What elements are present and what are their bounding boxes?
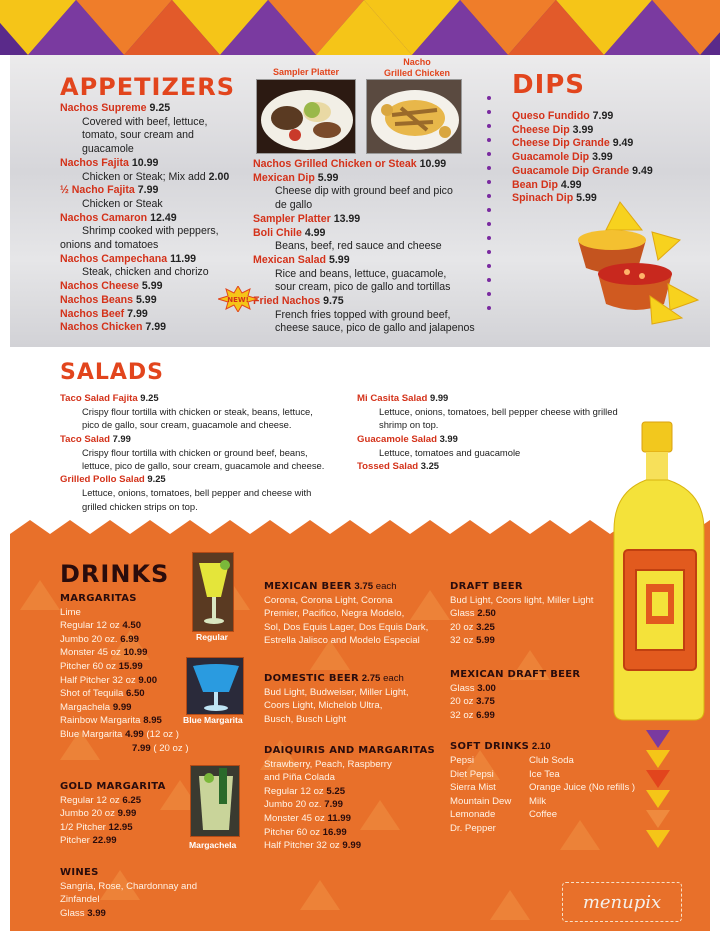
item-price: 12.49	[150, 211, 177, 224]
menu-item	[253, 295, 483, 309]
menu-item	[60, 432, 350, 446]
item-price: 7.99	[592, 110, 614, 122]
drink-line: Bud Light, Coors light, Miller Light	[450, 594, 594, 606]
item-desc: Chicken or Steak	[82, 197, 163, 210]
menu-item	[253, 213, 483, 227]
drink-line: Sol, Dos Equis Lager, Dos Equis Dark,	[264, 621, 429, 633]
appetizers-title: APPETIZERS	[60, 73, 236, 101]
drink-label: Monster 45 oz	[264, 812, 325, 824]
drink-line: Zinfandel	[60, 894, 100, 906]
dips-list	[512, 110, 682, 206]
drink-price: 10.99	[123, 647, 148, 659]
drink-label: Regular 12 oz	[264, 785, 324, 797]
drink-price: 15.99	[118, 660, 143, 672]
item-price: 10.99	[419, 158, 447, 170]
menu-item	[357, 459, 637, 473]
item-name: Boli Chile	[253, 226, 302, 239]
drink-item	[60, 714, 195, 728]
soft-drinks-col2	[529, 754, 654, 822]
item-price: 5.99	[317, 171, 339, 184]
item-price: 5.99	[135, 293, 157, 306]
item-name: Grilled Pollo Salad	[60, 474, 145, 486]
drink-item	[450, 682, 615, 696]
drink-label: Pitcher 60 oz	[264, 826, 320, 838]
drink-label: Regular 12 oz	[60, 620, 120, 632]
item-price: 10.99	[131, 156, 159, 169]
drink-label: Rainbow Margarita	[60, 715, 141, 727]
section-title: GOLD MARGARITA	[60, 781, 166, 792]
mexican-beer-list	[264, 580, 449, 648]
gold-margarita-list	[60, 780, 195, 848]
item-desc: pico de gallo, sour cream, guacamole and cheese.	[82, 419, 292, 431]
drink-item	[60, 701, 195, 715]
nacho-grilled-chicken-photo	[366, 79, 462, 154]
photo-caption-sampler: Sampler Platter	[272, 67, 340, 77]
margachela-photo	[190, 765, 240, 837]
drink-line: Sangria, Rose, Chardonnay and	[60, 880, 198, 892]
drink-label: Shot of Tequila	[60, 688, 124, 700]
item-price: 9.99	[430, 392, 449, 403]
drink-label: Half Pitcher 32 oz	[60, 674, 136, 686]
section-title: MEXICAN BEER	[264, 581, 352, 592]
item-name: Nachos Supreme	[60, 102, 147, 114]
item-name: Nachos Beef	[60, 307, 125, 320]
drink-line: and Piña Colada	[264, 772, 335, 784]
item-price: 7.99	[112, 432, 131, 444]
drink-line: Bud Light, Budweiser, Miller Light,	[264, 686, 409, 698]
menu-item	[512, 179, 682, 193]
item-price: 9.25	[149, 102, 171, 114]
drink-label: Pitcher 60 oz	[60, 660, 116, 672]
drink-price: 7.99	[324, 799, 343, 811]
drink-label: Blue Margarita	[60, 728, 123, 740]
drink-item	[264, 826, 449, 840]
drink-price: 3.99	[87, 907, 106, 919]
item-desc: Crispy flour tortilla with chicken or steak, beans, lettuce,	[82, 406, 313, 418]
item-price: 7.99	[137, 184, 159, 197]
section-title: DAIQUIRIS AND MARGARITAS	[264, 745, 436, 756]
section-suffix: each	[383, 673, 404, 684]
item-name: Nachos Cheese	[60, 280, 139, 293]
menu-item	[512, 137, 682, 151]
drink-item	[60, 742, 195, 756]
item-desc	[60, 171, 250, 185]
item-desc: Lettuce, onions, tomatoes, bell pepper and cheese with	[82, 487, 312, 499]
item-desc: Crispy flour tortilla with chicken or ground beef, beans,	[82, 446, 308, 458]
top-banner	[0, 0, 720, 55]
dots-separator	[487, 96, 493, 320]
drink-item	[60, 907, 220, 921]
drink-price: 9.00	[138, 674, 158, 686]
triangle-banner-art	[0, 0, 720, 55]
item-price: 7.99	[127, 307, 148, 320]
section-title: DOMESTIC BEER	[264, 673, 360, 684]
item-name: Bean Dip	[512, 178, 558, 191]
item-desc: Covered with beef, lettuce,	[82, 115, 208, 128]
drink-item	[450, 695, 615, 709]
item-desc: Cheese dip with ground beef and pico	[275, 185, 453, 198]
section-heading	[264, 672, 449, 686]
item-desc: French fries topped with ground beef,	[275, 308, 451, 321]
drink-size: ( 20 oz )	[153, 742, 189, 754]
item-name: Cheese Dip Grande	[512, 137, 610, 150]
section-title: WINES	[60, 867, 99, 878]
item-name: Nachos Camaron	[60, 211, 148, 224]
dips-title: DIPS	[512, 70, 586, 100]
drink-item	[60, 633, 195, 647]
item-name: Spinach Dip	[512, 192, 574, 205]
item-desc: Lettuce, onions, tomatoes, bell pepper cheese with grilled	[379, 406, 618, 418]
menu-item	[357, 391, 637, 405]
drink-price: 3.00	[477, 682, 496, 694]
draft-beer-list	[450, 580, 615, 648]
chips-dip-illustration	[572, 200, 702, 328]
drink-price: 6.25	[122, 794, 142, 806]
menu-item	[512, 165, 682, 179]
menu-item	[512, 124, 682, 138]
drink-label: Jumbo 20 oz.	[60, 633, 118, 645]
salads-left-list	[60, 391, 350, 513]
item-desc: shrimp on top.	[379, 419, 439, 431]
drink-item	[60, 687, 195, 701]
section-suffix: each	[375, 581, 397, 592]
drink-item	[60, 834, 195, 848]
drink-line: Lemonade	[450, 809, 496, 821]
drink-line: Premier, Pacifico, Negra Modelo,	[264, 608, 405, 620]
drink-label: Glass	[60, 907, 85, 919]
section-title: SOFT DRINKS	[450, 741, 530, 752]
drink-label: 20 oz	[450, 621, 474, 633]
drink-item	[60, 660, 195, 674]
drink-line: Mountain Dew	[450, 795, 512, 807]
item-price: 4.99	[560, 178, 582, 191]
drink-item	[60, 674, 195, 688]
drink-label: Regular 12 oz	[60, 794, 120, 806]
item-desc: lettuce, pico de gallo, sour cream, guacamole and cheese.	[82, 460, 325, 472]
drink-item	[264, 798, 449, 812]
item-name: Guacamole Dip	[512, 151, 590, 164]
drink-price: 6.99	[476, 709, 495, 721]
menu-item	[253, 254, 483, 268]
drink-label: Half Pitcher 32 oz	[264, 840, 340, 852]
drink-price: 5.99	[476, 635, 495, 647]
menu-item	[60, 212, 250, 226]
menu-item	[60, 472, 350, 486]
drink-line: Diet Pepsi	[450, 768, 494, 780]
item-price: 9.25	[147, 473, 166, 485]
drink-price: 5.25	[326, 785, 346, 797]
drink-item	[450, 621, 615, 635]
item-price: 5.99	[328, 253, 350, 266]
drink-price: 9.99	[342, 840, 362, 852]
section-price: 3.75	[354, 581, 374, 592]
section-title: MARGARITAS	[60, 593, 137, 604]
item-name: Mexican Dip	[253, 171, 315, 184]
soft-drinks-heading	[450, 740, 650, 754]
drink-label: 32 oz	[450, 709, 474, 721]
drink-item	[450, 607, 615, 621]
drink-item	[60, 794, 195, 808]
watermark: menupix	[562, 882, 682, 922]
daiquiris-list	[264, 744, 449, 853]
item-desc: Lettuce, tomatoes and guacamole	[379, 446, 521, 458]
section-title: MEXICAN DRAFT BEER	[450, 669, 581, 680]
item-name: Cheese Dip	[512, 123, 570, 136]
item-desc: Beans, beef, red sauce and cheese	[275, 240, 442, 253]
mexican-draft-list	[450, 668, 615, 722]
item-name: Taco Salad Fajita	[60, 393, 138, 404]
item-name: Tossed Salad	[357, 461, 419, 473]
drink-label: Pitcher	[60, 835, 90, 847]
new-badge-text: NEW!	[227, 296, 249, 304]
item-desc: de gallo	[275, 199, 313, 212]
drink-item	[60, 821, 195, 835]
drink-item	[60, 646, 195, 660]
drink-price: 22.99	[92, 835, 117, 847]
margaritas-list	[60, 592, 195, 755]
drink-label: 1/2 Pitcher	[60, 821, 106, 833]
item-price: 5.99	[141, 280, 163, 293]
item-desc: tomato, sour cream and	[82, 129, 194, 142]
drink-price: 12.95	[108, 821, 133, 833]
section-price: 2.75	[361, 673, 381, 684]
item-desc: Shrimp cooked with peppers,	[82, 225, 219, 238]
drink-price: 6.99	[120, 633, 139, 645]
drink-line: Estrella Jalisco and Modelo Especial	[264, 635, 420, 647]
drink-item	[264, 839, 449, 853]
item-price: 3.99	[572, 123, 594, 136]
menu-item	[60, 102, 250, 116]
drink-label: Jumbo 20 oz.	[264, 799, 322, 811]
drink-item	[60, 619, 195, 633]
item-name: Taco Salad	[60, 433, 110, 445]
drink-price: 2.50	[477, 608, 496, 620]
menu-item	[60, 184, 250, 198]
item-name: Mi Casita Salad	[357, 393, 428, 404]
item-desc: sour cream, pico de gallo and tortillas	[275, 281, 451, 294]
drink-item	[450, 634, 615, 648]
drink-line: Coffee	[529, 809, 558, 821]
drink-line: Sierra Mist	[450, 782, 496, 794]
desc-price: 2.00	[208, 170, 230, 183]
item-desc: Steak, chicken and chorizo	[82, 266, 209, 279]
drink-label: Glass	[450, 608, 475, 620]
item-desc: cheese sauce, pico de gallo and jalapenos	[275, 322, 475, 335]
drink-label: Monster 45 oz	[60, 647, 121, 659]
wines-list	[60, 866, 220, 920]
item-name: Queso Fundido	[512, 110, 590, 122]
item-price: 9.49	[612, 137, 634, 150]
drink-label: 32 oz	[450, 635, 474, 647]
item-name: Mexican Salad	[253, 253, 327, 266]
salads-right-list	[357, 391, 637, 473]
drink-line: Corona, Corona Light, Corona	[264, 594, 393, 606]
drink-price: 11.99	[327, 812, 351, 824]
photo-caption-nacho-1: Nacho	[403, 57, 431, 67]
menu-item	[512, 110, 682, 124]
drink-line: Milk	[529, 795, 547, 807]
drink-label: 20 oz	[450, 696, 474, 708]
drink-line: Pepsi	[450, 755, 474, 766]
drink-price: 3.75	[476, 696, 495, 708]
photo-caption-nacho-2: Grilled Chicken	[383, 68, 451, 78]
item-name: ½ Nacho Fajita	[60, 184, 135, 197]
drink-line: Ice Tea	[529, 768, 560, 780]
drink-label: Jumbo 20 oz	[60, 808, 115, 820]
item-price: 11.99	[170, 252, 197, 265]
photo-caption-blue: Blue Margarita	[183, 715, 243, 725]
menu-item	[253, 158, 483, 172]
drink-price: 8.95	[143, 715, 162, 727]
drink-item	[60, 728, 195, 742]
item-price: 5.99	[576, 192, 597, 205]
item-price: 3.25	[420, 460, 439, 472]
item-price: 3.99	[439, 432, 458, 444]
drink-line: Lime	[60, 606, 81, 618]
menu-item	[512, 151, 682, 165]
item-price: 7.99	[145, 321, 167, 334]
section-price: 2.10	[531, 741, 551, 752]
drink-item	[450, 709, 615, 723]
domestic-beer-list	[264, 672, 449, 726]
photo-caption-regular: Regular	[196, 632, 228, 642]
item-price: 9.25	[140, 392, 159, 403]
menu-item	[253, 227, 483, 241]
drink-line: Club Soda	[529, 755, 574, 766]
drink-price: 9.99	[117, 808, 137, 820]
item-name: Fried Nachos	[253, 295, 321, 308]
menu-item	[60, 391, 350, 405]
drink-price: 4.50	[122, 620, 142, 632]
drink-line: Busch, Busch Light	[264, 713, 347, 725]
item-name: Guacamole Salad	[357, 433, 437, 445]
drink-label: Margachela	[60, 701, 111, 713]
drink-line: Orange Juice (No refills )	[529, 782, 636, 794]
menu-item	[357, 432, 637, 446]
desc-text: Chicken or Steak; Mix add	[82, 170, 206, 183]
drink-size: (12 oz )	[146, 728, 179, 740]
section-heading	[450, 740, 650, 754]
item-name: Sampler Platter	[253, 212, 331, 225]
section-heading	[264, 580, 449, 594]
item-name: Nachos Grilled Chicken or Steak	[253, 158, 417, 170]
item-price: 9.75	[323, 295, 344, 308]
section-title: DRAFT BEER	[450, 581, 523, 592]
item-name: Nachos Chicken	[60, 321, 143, 334]
tequila-bottle-illustration	[606, 420, 712, 900]
drink-line: Strawberry, Peach, Raspberry	[264, 758, 392, 770]
drink-price: 6.50	[125, 688, 145, 700]
appetizers-mid-list	[253, 158, 483, 336]
item-desc: Rice and beans, lettuce, guacamole,	[275, 267, 447, 280]
drink-item	[60, 807, 195, 821]
item-name: Nachos Campechana	[60, 252, 168, 265]
soft-drinks-col1	[450, 754, 530, 836]
salads-title: SALADS	[60, 360, 165, 385]
item-desc: guacamole	[82, 143, 134, 156]
regular-margarita-photo	[192, 552, 234, 632]
item-name: Nachos Beans	[60, 293, 134, 306]
item-price: 4.99	[304, 226, 326, 239]
starburst-icon	[218, 286, 258, 312]
menu-item	[60, 157, 250, 171]
new-badge	[218, 286, 258, 312]
sampler-platter-photo	[256, 79, 356, 154]
item-desc: grilled chicken strips on top.	[82, 500, 198, 512]
drink-line: Coors Light, Michelob Ultra,	[264, 700, 383, 712]
drink-price: 4.99	[125, 728, 144, 740]
item-name: Guacamole Dip Grande	[512, 164, 630, 177]
item-price: 9.49	[632, 164, 653, 177]
drink-price: 7.99	[132, 742, 151, 754]
drinks-title: DRINKS	[60, 560, 170, 588]
item-price: 3.99	[592, 151, 613, 164]
drink-label: Glass	[450, 682, 475, 694]
menu-item	[60, 321, 250, 335]
item-desc: onions and tomatoes	[60, 239, 159, 252]
drink-item	[264, 785, 449, 799]
drink-price: 3.25	[476, 621, 495, 633]
drink-price: 9.99	[112, 701, 132, 713]
menu-item	[60, 253, 250, 267]
photo-caption-margachela: Margachela	[189, 840, 237, 850]
item-price: 13.99	[333, 212, 361, 225]
drink-item	[264, 812, 449, 826]
item-name: Nachos Fajita	[60, 156, 129, 169]
drink-line: Dr. Pepper	[450, 822, 496, 834]
drink-price: 16.99	[322, 826, 347, 838]
menu-item	[253, 172, 483, 186]
